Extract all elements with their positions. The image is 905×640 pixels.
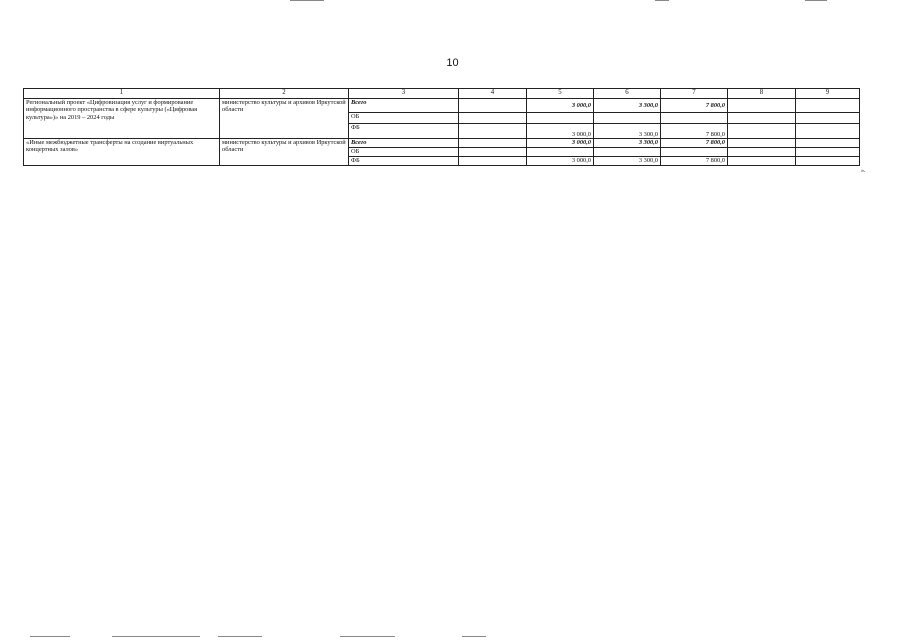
table-cell xyxy=(728,124,796,139)
header-cell: 7 xyxy=(661,89,728,99)
table-cell: 7 800,0 xyxy=(661,124,728,139)
header-cell: 9 xyxy=(796,89,860,99)
scan-artifact xyxy=(290,0,324,1)
table-cell xyxy=(527,113,594,124)
table-cell: 7 800,0 xyxy=(661,99,728,113)
funding-source: ОБ xyxy=(349,113,459,124)
closing-quote-mark: ». xyxy=(861,168,866,174)
header-cell: 3 xyxy=(349,89,459,99)
funding-source: ФБ xyxy=(349,157,459,166)
table-cell xyxy=(459,113,527,124)
table-cell xyxy=(459,124,527,139)
table-cell xyxy=(796,139,860,148)
table-cell xyxy=(459,139,527,148)
table-cell xyxy=(728,148,796,157)
table-cell: 7 800,0 xyxy=(661,139,728,148)
scan-artifact xyxy=(462,636,486,637)
page-number: 10 xyxy=(446,57,459,69)
scan-artifact xyxy=(805,0,827,1)
header-cell: 6 xyxy=(594,89,661,99)
header-cell: 5 xyxy=(527,89,594,99)
funding-source: Всего xyxy=(349,99,459,113)
program-name: «Иные межбюджетные трансферты на создание виртуальных концертных залов» xyxy=(24,139,220,166)
table-cell xyxy=(796,157,860,166)
table-cell: 3 300,0 xyxy=(594,124,661,139)
table-row xyxy=(24,139,860,148)
table-cell: 3 000,0 xyxy=(527,157,594,166)
scan-artifact xyxy=(112,636,200,637)
header-cell: 4 xyxy=(459,89,527,99)
table-cell xyxy=(459,99,527,113)
table-cell: 7 800,0 xyxy=(661,157,728,166)
table-cell: 3 300,0 xyxy=(594,139,661,148)
header-cell: 2 xyxy=(220,89,349,99)
table-cell xyxy=(728,157,796,166)
table-cell xyxy=(728,113,796,124)
scan-artifact xyxy=(340,636,395,637)
table-cell xyxy=(796,113,860,124)
funding-source: ФБ xyxy=(349,124,459,139)
table-cell: 3 300,0 xyxy=(594,99,661,113)
budget-table xyxy=(23,88,860,166)
funding-source: ОБ xyxy=(349,148,459,157)
table-cell xyxy=(527,148,594,157)
table-cell xyxy=(796,148,860,157)
header-cell: 8 xyxy=(728,89,796,99)
table-cell xyxy=(728,99,796,113)
scan-artifact xyxy=(655,0,669,1)
funding-source: Всего xyxy=(349,139,459,148)
table-cell xyxy=(796,124,860,139)
table-row xyxy=(24,99,860,113)
table-cell xyxy=(796,99,860,113)
responsible-executor: министерство культуры и архивов Иркутской области xyxy=(220,139,349,166)
table-cell: 3 000,0 xyxy=(527,124,594,139)
program-name: Региональный проект «Цифровизация услуг и формирование информационного пространства в сфере культуры («Цифровая культура»)» на 2019 – 2024 годы xyxy=(24,99,220,139)
responsible-executor: министерство культуры и архивов Иркутской области xyxy=(220,99,349,139)
table-cell xyxy=(661,113,728,124)
header-cell: 1 xyxy=(24,89,220,99)
table-cell: 3 300,0 xyxy=(594,157,661,166)
table-cell xyxy=(459,148,527,157)
table-cell xyxy=(661,148,728,157)
table-cell: 3 000,0 xyxy=(527,139,594,148)
table-cell xyxy=(594,148,661,157)
table-cell: 3 000,0 xyxy=(527,99,594,113)
table-cell xyxy=(594,113,661,124)
table-cell xyxy=(728,139,796,148)
header-row xyxy=(24,89,860,99)
scan-artifact xyxy=(30,636,70,637)
table-cell xyxy=(459,157,527,166)
scan-artifact xyxy=(218,636,262,637)
